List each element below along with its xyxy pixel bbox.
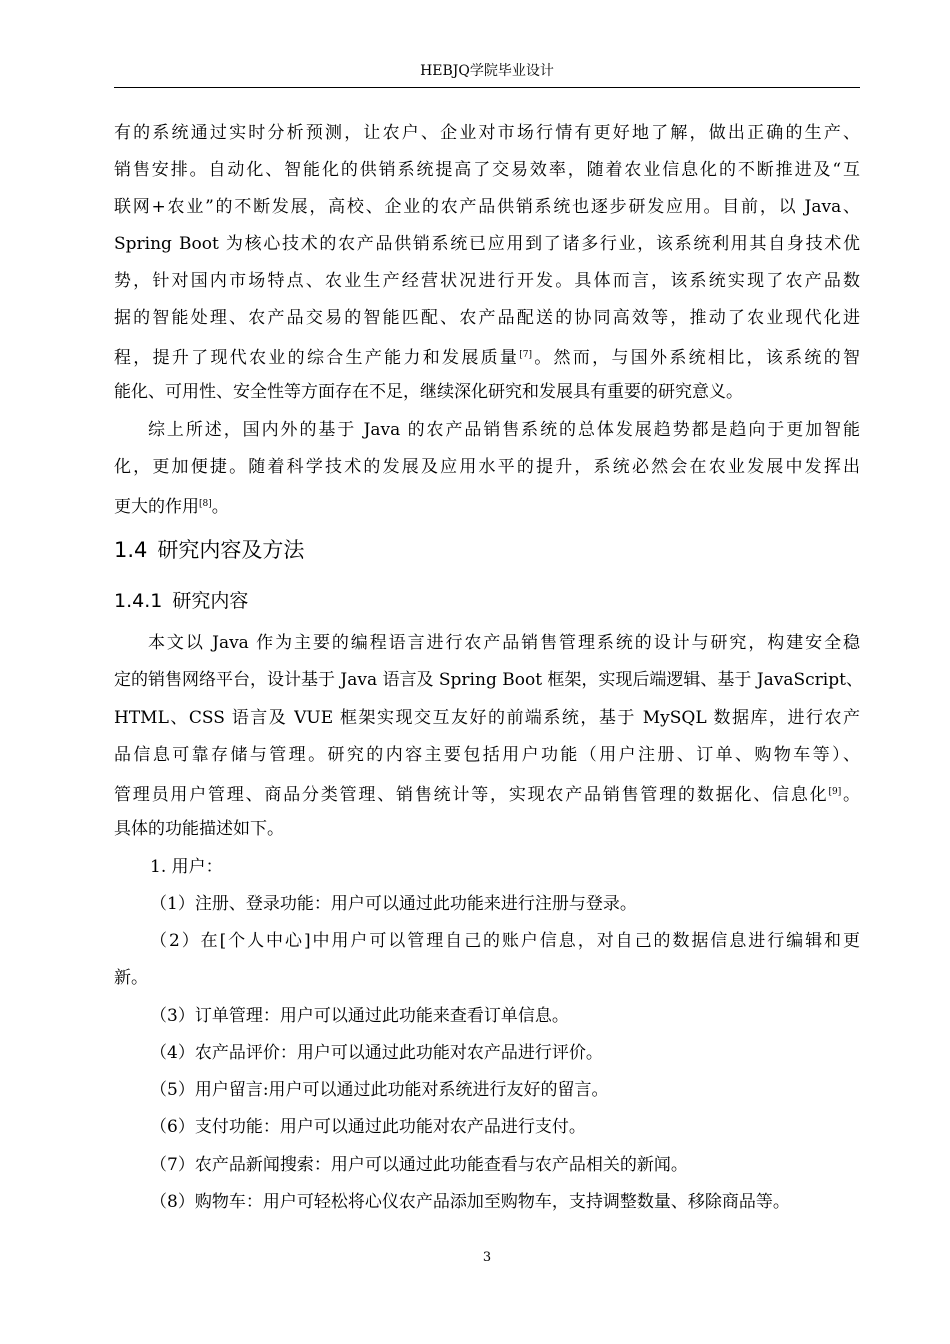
- body-text: 程，提升了现代农业的综合生产能力和发展质量: [114, 348, 520, 368]
- section-heading: [114, 537, 304, 563]
- body-line: 品信息可靠存储与管理。研究的内容主要包括用户功能（用户注册、订单、购物车等）、: [114, 745, 860, 765]
- body-line: 销售安排。自动化、智能化的供销系统提高了交易效率，随着农业信息化的不断推进及“互: [114, 160, 860, 180]
- page-number: 3: [482, 1250, 492, 1265]
- list-item: （3）订单管理：用户可以通过此功能来查看订单信息。: [150, 1006, 569, 1026]
- list-item: （5）用户留言:用户可以通过此功能对系统进行友好的留言。: [150, 1080, 609, 1100]
- body-text: 更大的作用: [114, 497, 199, 517]
- body-line: 有的系统通过实时分析预测，让农户、企业对市场行情有更好地了解，做出正确的生产、: [114, 123, 860, 143]
- body-line: 本文以 Java 作为主要的编程语言进行农产品销售管理系统的设计与研究，构建安全稳: [148, 633, 860, 653]
- subsection-heading: [114, 589, 248, 613]
- list-item: （8）购物车：用户可轻松将心仪农产品添加至购物车，支持调整数量、移除商品等。: [150, 1192, 790, 1212]
- list-item: （7）农产品新闻搜索：用户可以通过此功能查看与农产品相关的新闻。: [150, 1155, 688, 1175]
- citation-7: [7]: [519, 350, 532, 360]
- body-line: 能化、可用性、安全性等方面存在不足，继续深化研究和发展具有重要的研究意义。: [114, 382, 743, 402]
- header-divider: [114, 87, 860, 88]
- subsection-title: 研究内容: [172, 590, 249, 612]
- body-line: Spring Boot 为核心技术的农产品供销系统已应用到了诸多行业，该系统利用其自身技术优: [114, 234, 860, 254]
- list-item: （1）注册、登录功能：用户可以通过此功能来进行注册与登录。: [150, 894, 637, 914]
- body-text: 管理员用户管理、商品分类管理、销售统计等，实现农产品销售管理的数据化、信息化: [114, 785, 829, 805]
- list-item: （6）支付功能：用户可以通过此功能对农产品进行支付。: [150, 1117, 586, 1137]
- body-line: 据的智能处理、农产品交易的智能匹配、农产品配送的协同高效等，推动了农业现代化进: [114, 308, 860, 328]
- citation-9: [9]: [828, 787, 842, 797]
- body-line: [114, 345, 860, 368]
- body-text: 。然而，与国外系统相比，该系统的智: [531, 348, 861, 368]
- body-line: 定的销售网络平台，设计基于 Java 语言及 Spring Boot 框架，实现后端逻辑、基于 JavaScript、: [114, 670, 863, 690]
- page-header: HEBJQ学院毕业设计: [420, 63, 554, 79]
- list-item: （4）农产品评价：用户可以通过此功能对农产品进行评价。: [150, 1043, 603, 1063]
- body-line: 综上所述，国内外的基于 Java 的农产品销售系统的总体发展趋势都是趋向于更加智能: [148, 420, 860, 440]
- list-heading: 1. 用户：: [150, 857, 223, 877]
- body-text: 。: [211, 497, 229, 517]
- section-number: 1.4: [114, 538, 148, 562]
- body-line: [114, 494, 860, 517]
- body-line: 具体的功能描述如下。: [114, 819, 284, 839]
- body-line: 联网+农业”的不断发展，高校、企业的农产品供销系统也逐步研发应用。目前，以 Java、: [114, 197, 860, 217]
- body-line: 化，更加便捷。随着科学技术的发展及应用水平的提升，系统必然会在农业发展中发挥出: [114, 457, 860, 477]
- body-line: 势，针对国内市场特点、农业生产经营状况进行开发。具体而言，该系统实现了农产品数: [114, 271, 860, 291]
- body-line: HTML、CSS 语言及 VUE 框架实现交互友好的前端系统，基于 MySQL 数据库，进行农产: [114, 708, 860, 728]
- subsection-number: 1.4.1: [114, 590, 163, 612]
- section-title: 研究内容及方法: [157, 538, 305, 562]
- list-item: （2）在[个人中心]中用户可以管理自己的账户信息，对自己的数据信息进行编辑和更: [150, 931, 860, 951]
- list-item-continuation: 新。: [114, 968, 148, 988]
- body-line: [114, 782, 860, 805]
- citation-8: [8]: [199, 499, 212, 509]
- body-text: 。: [841, 785, 861, 805]
